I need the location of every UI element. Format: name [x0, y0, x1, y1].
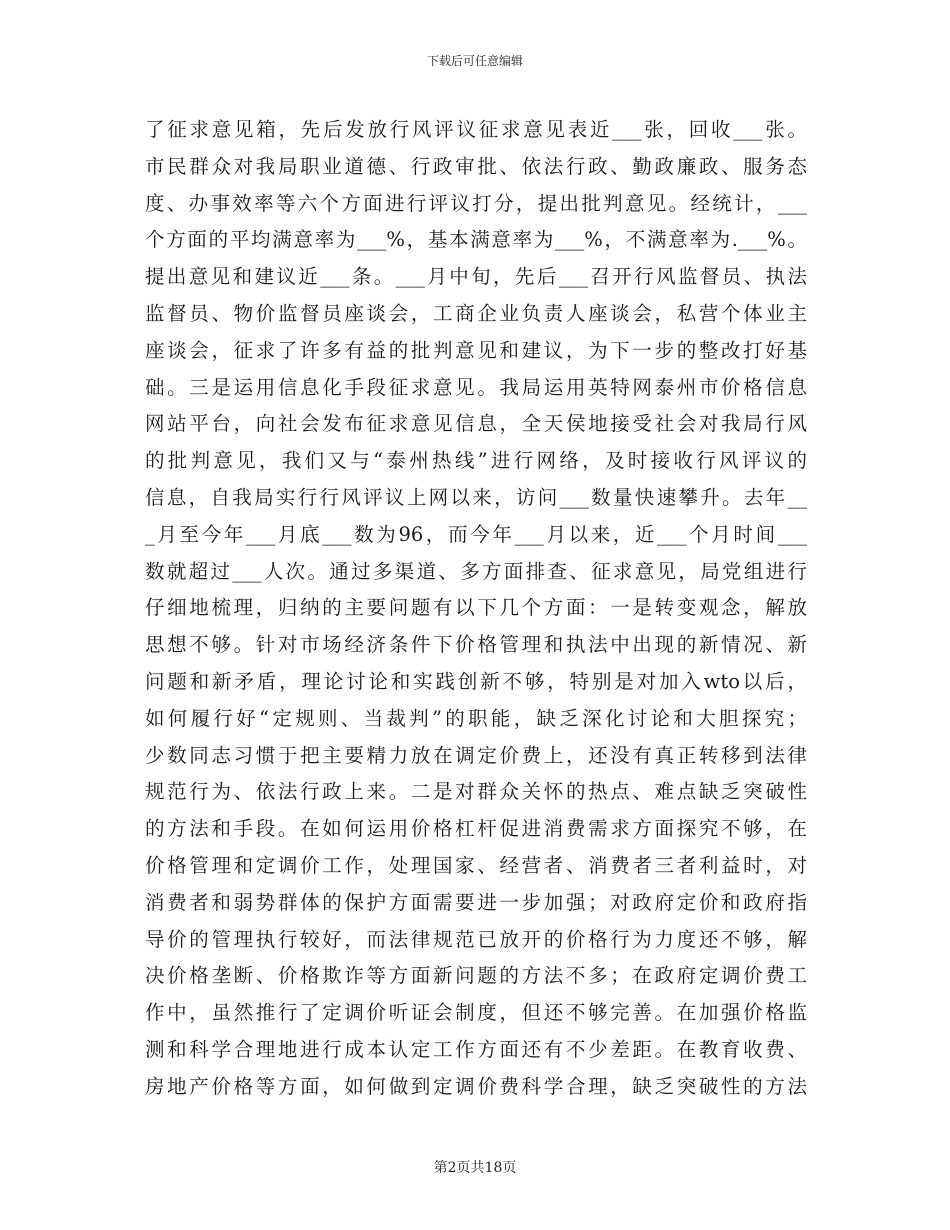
text-line-6: 监督员、物价监督员座谈会，工商企业负责人座谈会，私营个体业主 — [145, 301, 807, 325]
text-line-4: 个方面的平均满意率为___%，基本满意率为___%，不满意率为.___%。 — [145, 228, 807, 252]
text-line-12: _月至今年___月底___数为96，而今年___月以来，近___个月时间___ — [145, 522, 807, 546]
text-line-1: 了征求意见箱，先后发放行风评议征求意见表近___张，回收___张。 — [145, 118, 807, 141]
text-line-7: 座谈会，征求了许多有益的批判意见和建议，为下一步的整改打好基 — [145, 338, 807, 362]
text-line-27: 房地产价格等方面，如何做到定调价费科学合理，缺乏突破性的方法 — [145, 1074, 807, 1098]
body-text — [145, 112, 807, 1106]
text-line-23: 导价的管理执行较好，而法律规范已放开的价格行为力度还不够，解 — [145, 927, 807, 951]
text-line-24: 决价格垄断、价格欺诈等方面新问题的方法不多；在政府定调价费工 — [145, 964, 807, 988]
text-line-5: 提出意见和建议近___条。___月中旬，先后___召开行风监督员、执法 — [145, 265, 807, 289]
text-line-13: 数就超过___人次。通过多渠道、多方面排查、征求意见，局党组进行 — [145, 559, 807, 583]
text-line-8: 础。三是运用信息化手段征求意见。我局运用英特网泰州市价格信息 — [145, 375, 807, 399]
text-line-18: 少数同志习惯于把主要精力放在调定价费上，还没有真正转移到法律 — [145, 743, 807, 767]
text-line-22: 消费者和弱势群体的保护方面需要进一步加强；对政府定价和政府指 — [145, 890, 807, 914]
text-line-17: 如何履行好“定规则、当裁判”的职能，缺乏深化讨论和大胆探究； — [145, 706, 807, 730]
text-line-19: 规范行为、依法行政上来。二是对群众关怀的热点、难点缺乏突破性 — [145, 780, 807, 804]
text-line-26: 测和科学合理地进行成本认定工作方面还有不少差距。在教育收费、 — [145, 1037, 807, 1061]
page-header-note: 下载后可任意编辑 — [426, 54, 523, 68]
text-line-25: 作中，虽然推行了定调价听证会制度，但还不够完善。在加强价格监 — [145, 1001, 807, 1025]
text-line-11: 信息，自我局实行行风评议上网以来，访问___数量快速攀升。去年__ — [145, 485, 807, 509]
text-line-9: 网站平台，向社会发布征求意见信息，全天侯地接受社会对我局行风 — [145, 412, 807, 436]
page-number: 第2页共18页 — [433, 1160, 517, 1176]
text-line-20: 的方法和手段。在如何运用价格杠杆促进消费需求方面探究不够，在 — [145, 817, 807, 841]
text-line-16: 问题和新矛盾，理论讨论和实践创新不够，特别是对加入wto以后， — [145, 669, 807, 693]
text-line-15: 思想不够。针对市场经济条件下价格管理和执法中出现的新情况、新 — [145, 633, 807, 657]
text-line-14: 仔细地梳理，归纳的主要问题有以下几个方面：一是转变观念，解放 — [145, 596, 807, 620]
text-line-10: 的批判意见，我们又与“泰州热线”进行网络，及时接收行风评议的 — [145, 449, 807, 473]
text-line-3: 度、办事效率等六个方面进行评议打分，提出批判意见。经统计，___ — [145, 191, 807, 215]
text-line-2: 市民群众对我局职业道德、行政审批、依法行政、勤政廉政、服务态 — [145, 154, 807, 178]
text-line-21: 价格管理和定调价工作，处理国家、经营者、消费者三者利益时，对 — [145, 853, 807, 877]
